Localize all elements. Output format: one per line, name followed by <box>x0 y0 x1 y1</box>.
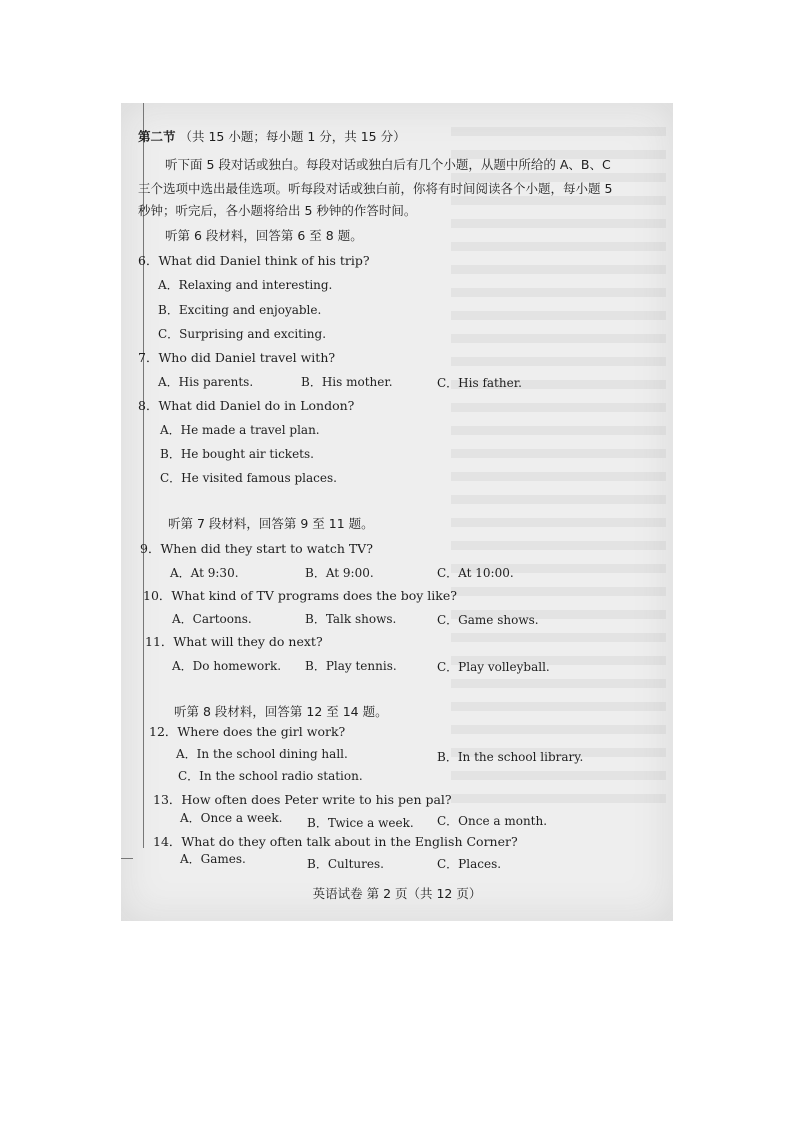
question-6-option-a: A．Relaxing and interesting. <box>158 278 333 292</box>
question-14-stem: 14．What do they often talk about in the English Corner? <box>153 834 518 849</box>
question-14-option-c: C．Places. <box>437 857 502 871</box>
exam-page <box>121 103 673 921</box>
question-8-option-a: A．He made a travel plan. <box>160 423 320 437</box>
question-11-stem: 11．What will they do next? <box>145 634 323 649</box>
group-intro-6: 听第 6 段材料，回答第 6 至 8 题。 <box>165 228 363 243</box>
question-13-option-a: A．Once a week. <box>180 811 283 825</box>
question-9-option-a: A．At 9:30. <box>170 566 239 580</box>
question-11-option-b: B．Play tennis. <box>305 659 397 673</box>
group-intro-7: 听第 7 段材料，回答第 9 至 11 题。 <box>168 516 374 531</box>
question-6-option-c: C．Surprising and exciting. <box>158 327 327 341</box>
question-12-option-b: B．In the school library. <box>437 750 584 764</box>
question-7-option-a: A．His parents. <box>158 375 254 389</box>
question-10-option-a: A．Cartoons. <box>172 612 252 626</box>
question-9-option-c: C．At 10:00. <box>437 566 514 580</box>
question-13-option-c: C．Once a month. <box>437 814 548 828</box>
question-12-stem: 12．Where does the girl work? <box>149 724 346 739</box>
page-footer: 英语试卷 第 2 页（共 12 页） <box>312 886 482 901</box>
question-6-stem: 6．What did Daniel think of his trip? <box>138 253 370 268</box>
question-8-option-b: B．He bought air tickets. <box>160 447 314 461</box>
question-11-option-c: C．Play volleyball. <box>437 660 550 674</box>
question-12-option-a: A．In the school dining hall. <box>176 747 348 761</box>
instruction-line-3: 秒钟；听完后，各小题将给出 5 秒钟的作答时间。 <box>138 203 417 218</box>
question-14-option-a: A．Games. <box>180 852 246 866</box>
section-heading: 第二节 <box>138 129 176 144</box>
question-7-option-b: B．His mother. <box>301 375 393 389</box>
question-13-stem: 13．How often does Peter write to his pen pal? <box>153 792 452 807</box>
question-10-stem: 10．What kind of TV programs does the boy like? <box>143 588 457 603</box>
instruction-line-1: 听下面 5 段对话或独白。每段对话或独白后有几个小题，从题中所给的 A、B、C <box>165 157 611 172</box>
group-intro-8: 听第 8 段材料，回答第 12 至 14 题。 <box>174 704 388 719</box>
question-8-stem: 8．What did Daniel do in London? <box>138 398 355 413</box>
section-heading-row <box>138 129 406 145</box>
question-10-option-c: C．Game shows. <box>437 613 539 627</box>
question-11-option-a: A．Do homework. <box>172 659 282 673</box>
question-9-stem: 9．When did they start to watch TV? <box>140 541 373 556</box>
question-6-option-b: B．Exciting and enjoyable. <box>158 303 322 317</box>
question-7-option-c: C．His father. <box>437 376 522 390</box>
question-10-option-b: B．Talk shows. <box>305 612 397 626</box>
section-heading-note: （共 15 小题；每小题 1 分，共 15 分） <box>179 129 406 144</box>
question-13-option-b: B．Twice a week. <box>307 816 414 830</box>
question-7-stem: 7．Who did Daniel travel with? <box>138 350 336 365</box>
instruction-line-2: 三个选项中选出最佳选项。听每段对话或独白前，你将有时间阅读各个小题，每小题 5 <box>138 181 613 196</box>
question-12-option-c: C．In the school radio station. <box>178 769 363 783</box>
question-9-option-b: B．At 9:00. <box>305 566 374 580</box>
question-14-option-b: B．Cultures. <box>307 857 384 871</box>
question-8-option-c: C．He visited famous places. <box>160 471 337 485</box>
binding-margin-tick <box>121 858 133 859</box>
